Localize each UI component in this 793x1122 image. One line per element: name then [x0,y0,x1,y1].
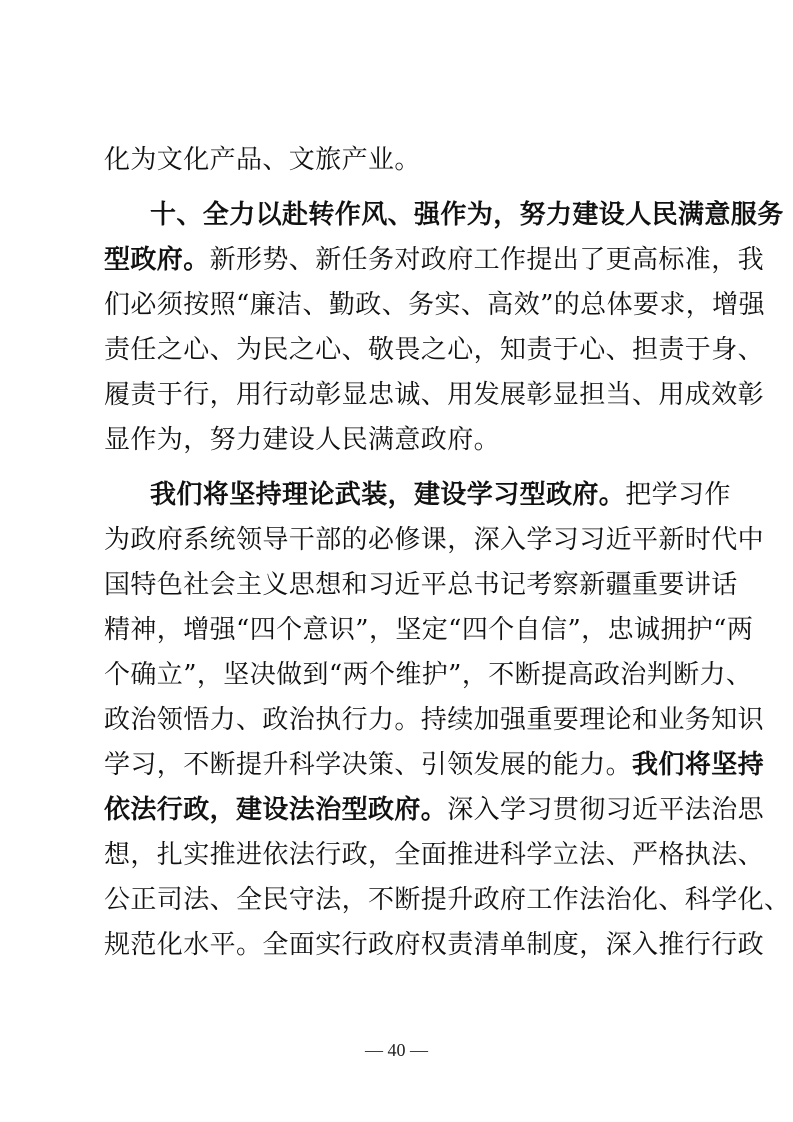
text-line [104,521,765,559]
section-heading-line [150,196,784,234]
text-span: 想，扎实推进依法行政，全面推进科学立法、严格执法、 [104,840,765,870]
text-line [104,421,704,459]
text-span: 责任之心、为民之心、敬畏之心，知责于心、担责于身、 [104,335,765,365]
text-line [104,141,704,179]
text-line [150,476,731,514]
text-span: 规范化水平。全面实行政府权责清单制度，深入推行行政 [104,930,765,960]
text-line [104,836,765,874]
text-line [104,746,765,784]
bold-lead-learning: 我们将坚持理论武装，建设学习型政府。 [150,480,626,510]
text-span: 政治领悟力、政治执行力。持续加强重要理论和业务知识 [104,705,765,735]
text-line [104,881,791,919]
text-line [104,791,765,829]
bold-lead-rule-of-law: 我们将坚持 [632,750,765,780]
section-heading: 十、全力以赴转作风、强作为，努力建设人民满意服务 [150,200,784,230]
text-line [104,331,765,369]
text-line [104,611,754,649]
text-line [104,656,753,694]
text-span: 深入学习贯彻习近平法治思 [447,795,765,825]
text-line [104,926,765,964]
text-span: 为政府系统领导干部的必修课，深入学习习近平新时代中 [104,525,765,555]
text-line [104,566,738,604]
text-span: 新形势、新任务对政府工作提出了更高标准，我 [209,245,765,275]
text-span: 显作为，努力建设人民满意政府。 [104,425,501,455]
bold-lead-rule-of-law-continuation: 依法行政，建设法治型政府。 [104,795,448,825]
text-span: 化为文化产品、文旅产业。 [104,145,421,175]
text-line [104,701,765,739]
text-span: 们必须按照“廉洁、勤政、务实、高效”的总体要求，增强 [104,290,765,320]
text-span: 个确立”，坚决做到“两个维护”，不断提高政治判断力、 [104,660,753,690]
text-span: 学习，不断提升科学决策、引领发展的能力。 [104,750,633,780]
text-span: 公正司法、全民守法，不断提升政府工作法治化、科学化、 [104,885,791,915]
text-span: 精神，增强“四个意识”，坚定“四个自信”，忠诚拥护“两 [104,615,754,645]
text-line [104,241,765,279]
text-line [104,286,765,324]
page-number: — 40 — [365,1040,428,1060]
text-line [104,376,765,414]
text-span: 履责于行，用行动彰显忠诚、用发展彰显担当、用成效彰 [104,380,765,410]
text-span: 把学习作 [625,480,731,510]
section-heading-continuation: 型政府。 [104,245,210,275]
text-span: 国特色社会主义思想和习近平总书记考察新疆重要讲话 [104,570,738,600]
